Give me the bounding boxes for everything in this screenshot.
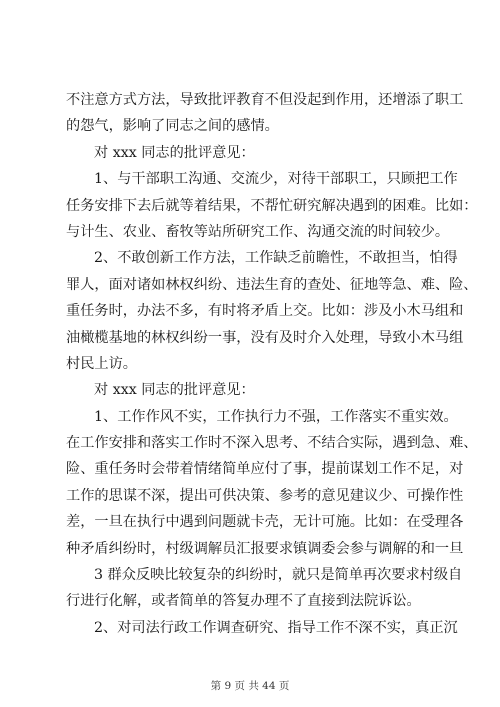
- section-heading: 对 xxx 同志的批评意见：: [94, 382, 255, 399]
- page-number-footer: 第 9 页 共 44 页: [210, 680, 290, 692]
- paragraph-line: 罪人，面对诸如林权纠纷、违法生育的查处、征地等急、难、险、: [66, 276, 478, 293]
- paragraph-line: 任务安排下去后就等着结果，不帮忙研究解决遇到的困难。比如：: [66, 197, 478, 214]
- paragraph-line: 与计生、农业、畜牧等站所研究工作、沟通交流的时间较少。: [66, 223, 450, 240]
- paragraph-line: 1、与干部职工沟通、交流少，对待干部职工，只顾把工作: [94, 171, 458, 188]
- paragraph-line: 1、工作作风不实，工作执行力不强，工作落实不重实效。: [94, 408, 458, 425]
- paragraph-line: 险、重任务时会带着情绪简单应付了事，提前谋划工作不足，对: [66, 461, 464, 478]
- paragraph-line: 在工作安排和落实工作时不深入思考、不结合实际，遇到急、难、: [66, 435, 478, 452]
- paragraph-line: 工作的思谋不深，提出可供决策、参考的意见建议少、可操作性: [66, 487, 464, 504]
- paragraph-line: 的怨气，影响了同志之间的感情。: [66, 118, 279, 135]
- paragraph-line: 3 群众反映比较复杂的纠纷时，就只是简单再次要求村级自: [94, 567, 463, 584]
- paragraph-line: 油橄榄基地的林权纠纷一事，没有及时介入处理，导致小木马组: [66, 329, 464, 346]
- paragraph-line: 重任务时，办法不多，有时将矛盾上交。比如：涉及小木马组和: [66, 303, 464, 320]
- paragraph-line: 村民上访。: [66, 355, 137, 372]
- paragraph-line: 种矛盾纠纷时，村级调解员汇报要求镇调委会参与调解的和一旦: [66, 540, 464, 557]
- paragraph-line: 差，一旦在执行中遇到问题就卡壳，无计可施。比如：在受理各: [66, 514, 464, 531]
- paragraph-line: 2、对司法行政工作调查研究、指导工作不深不实，真正沉: [94, 619, 458, 636]
- paragraph-line: 行进行化解，或者简单的答复办理不了直接到法院诉讼。: [66, 593, 421, 610]
- body-text: [66, 87, 478, 641]
- paragraph-line: 不注意方式方法，导致批评教育不但没起到作用，还增添了职工: [66, 92, 464, 108]
- section-heading: 对 xxx 同志的批评意见：: [94, 144, 255, 161]
- paragraph-line: 2、不敢创新工作方法，工作缺乏前瞻性，不敢担当，怕得: [94, 250, 458, 267]
